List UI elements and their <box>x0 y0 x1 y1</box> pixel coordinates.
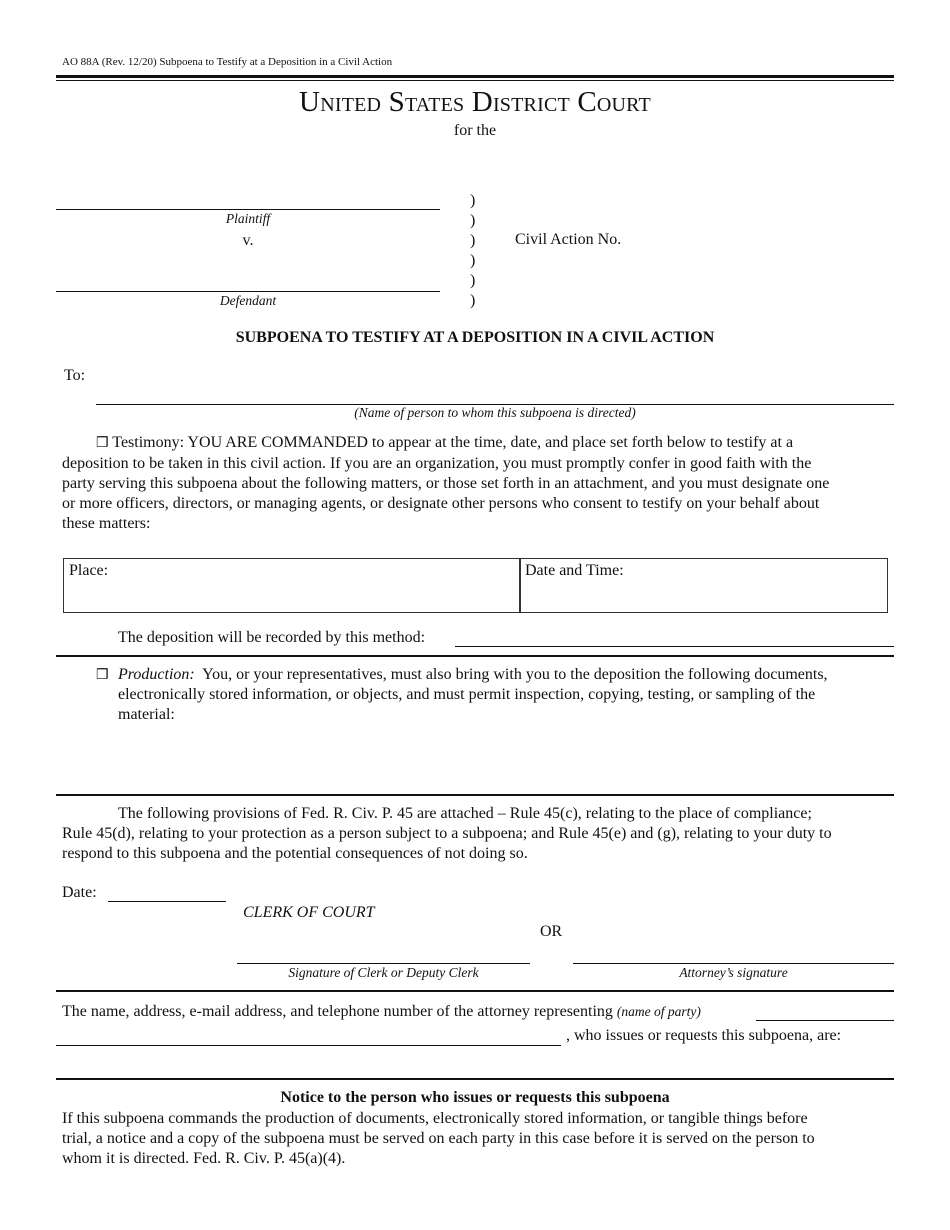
testimony-line: party serving this subpoena about the following matters, or those set forth in an attachment, and you must designate one <box>62 475 830 492</box>
testimony-line: these matters: <box>62 515 151 532</box>
name-of-party-hint: (name of party) <box>616 1004 701 1019</box>
notice-line: trial, a notice and a copy of the subpoena must be served on each party in this case before it is served on the person to <box>62 1130 815 1147</box>
section-rule <box>56 655 894 657</box>
attorney-info-line <box>62 1002 701 1022</box>
caption-paren: ) <box>470 232 476 249</box>
attorney-signature-label: Attorney’s signature <box>679 965 788 980</box>
testimony-line <box>62 433 902 454</box>
or-label: OR <box>540 923 563 940</box>
provisions-line: respond to this subpoena and the potential consequences of not doing so. <box>62 845 528 862</box>
provisions-line: The following provisions of Fed. R. Civ. P. 45 are attached – Rule 45(c), relating to the place of compliance; <box>118 805 812 822</box>
date-time-cell[interactable] <box>519 558 888 613</box>
attorney-details-line[interactable] <box>56 1045 561 1046</box>
testimony-checkbox[interactable]: ❒ <box>96 436 109 451</box>
caption-paren: ) <box>470 292 476 309</box>
provisions-line: Rule 45(d), relating to your protection as a person subject to a subpoena; and Rule 45(e) and (g), relating to your duty to <box>62 825 832 842</box>
caption-paren: ) <box>470 252 476 269</box>
attorney-info-suffix: , who issues or requests this subpoena, are: <box>566 1027 842 1044</box>
production-paragraph <box>118 665 898 725</box>
production-line <box>118 665 898 685</box>
defendant-label: Defendant <box>219 293 277 308</box>
clerk-of-court-label: CLERK OF COURT <box>243 904 375 921</box>
attorney-signature-line[interactable] <box>573 963 894 964</box>
plaintiff-line[interactable] <box>56 209 440 210</box>
caption-paren: ) <box>470 212 476 229</box>
caption-paren: ) <box>470 192 476 209</box>
section-rule <box>56 990 894 992</box>
attorney-info-text: The name, address, e-mail address, and telephone number of the attorney representing <box>62 1003 613 1020</box>
to-label: To: <box>64 367 86 384</box>
court-for-the: for the <box>453 122 497 139</box>
place-label: Place: <box>69 562 109 579</box>
date-line[interactable] <box>108 901 226 902</box>
date-time-label: Date and Time: <box>525 562 624 579</box>
header-rule-thick <box>56 75 894 78</box>
party-name-line[interactable] <box>756 1020 894 1021</box>
section-rule <box>56 794 894 796</box>
place-cell[interactable] <box>63 558 521 613</box>
notice-title: Notice to the person who issues or requests this subpoena <box>280 1089 670 1106</box>
versus-label: v. <box>242 232 254 249</box>
recipient-name-hint: (Name of person to whom this subpoena is directed) <box>354 405 636 420</box>
section-rule <box>56 1078 894 1080</box>
production-line: material: <box>118 706 175 723</box>
header-rule-thin <box>56 80 894 81</box>
plaintiff-label: Plaintiff <box>225 211 271 226</box>
recording-method-label: The deposition will be recorded by this method: <box>118 629 426 646</box>
production-checkbox[interactable]: ❒ <box>96 668 109 683</box>
notice-line: whom it is directed. Fed. R. Civ. P. 45(a)(4). <box>62 1150 346 1167</box>
form-identifier: AO 88A (Rev. 12/20) Subpoena to Testify at a Deposition in a Civil Action <box>62 56 393 68</box>
testimony-line: deposition to be taken in this civil action. If you are an organization, you must promptly confer in good faith with the <box>62 455 812 472</box>
caption-paren: ) <box>470 272 476 289</box>
civil-action-label: Civil Action No. <box>515 231 622 248</box>
testimony-text: Testimony: YOU ARE COMMANDED to appear at the time, date, and place set forth below to testify at a <box>112 434 794 451</box>
subpoena-title: SUBPOENA TO TESTIFY AT A DEPOSITION IN A CIVIL ACTION <box>235 329 715 346</box>
production-text: You, or your representatives, must also bring with you to the deposition the following documents, <box>202 666 828 683</box>
clerk-signature-line[interactable] <box>237 963 530 964</box>
notice-paragraph <box>62 1109 902 1169</box>
defendant-line[interactable] <box>56 291 440 292</box>
date-label: Date: <box>62 884 97 901</box>
court-title: United States District Court <box>299 86 651 118</box>
testimony-line: or more officers, directors, or managing agents, or designate other persons who consent to testify on your behalf about <box>62 495 820 512</box>
production-line: electronically stored information, or objects, and must permit inspection, copying, testing, or sampling of the <box>118 686 816 703</box>
notice-line: If this subpoena commands the production of documents, electronically stored information, or tangible things before <box>62 1110 808 1127</box>
provisions-paragraph <box>62 804 902 864</box>
clerk-signature-label: Signature of Clerk or Deputy Clerk <box>288 965 479 980</box>
production-lead: Production: <box>118 666 195 683</box>
recording-method-line[interactable] <box>455 646 894 647</box>
testimony-paragraph <box>62 433 902 534</box>
